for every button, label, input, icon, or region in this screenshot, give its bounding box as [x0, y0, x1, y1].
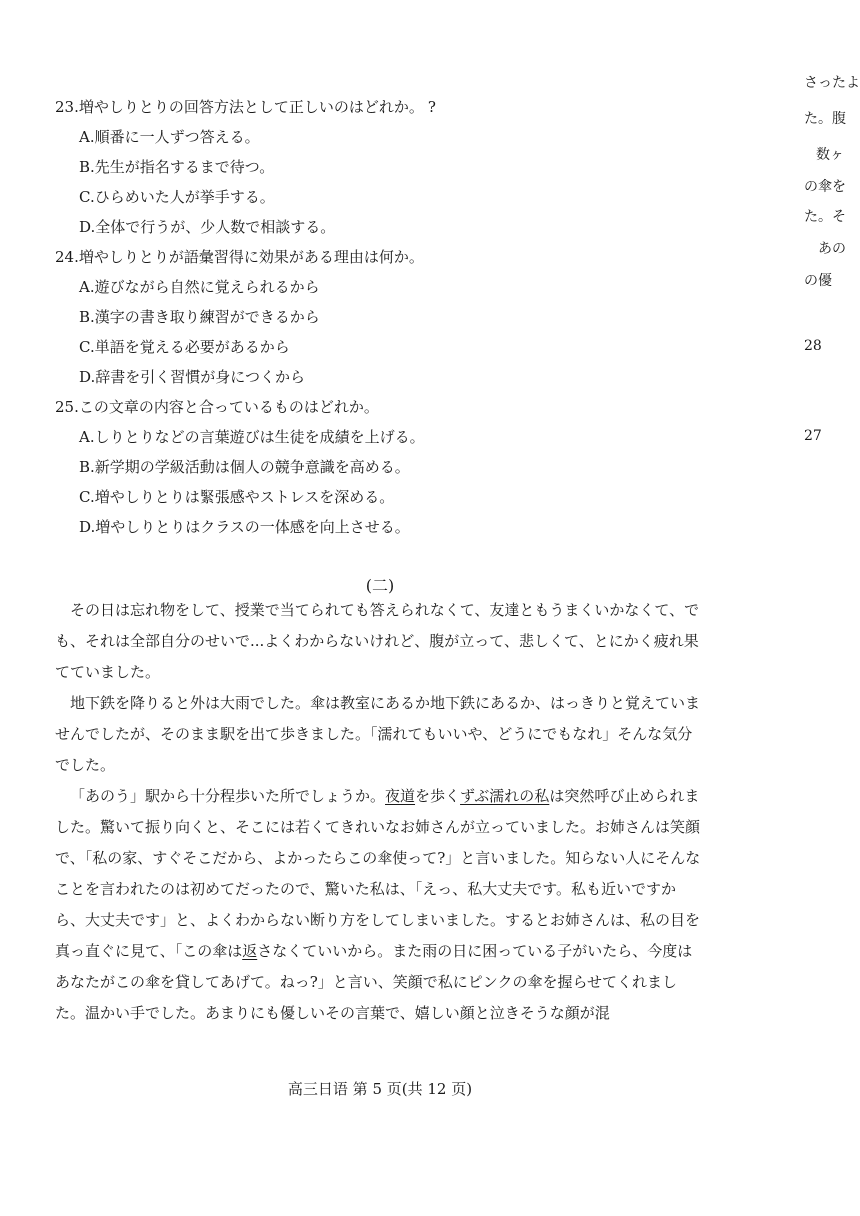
reading-passage	[55, 595, 705, 1029]
option-a: A.順番に一人ずつ答える。	[79, 128, 260, 146]
paragraph-1: その日は忘れ物をして、授業で当てられても答えられなくて、友達ともうまくいかなくて、でも、それは全部自分のせいで...よくわからないけれど、腹が立って、悲しくて、とにかく疲れ果てていました。	[55, 601, 700, 681]
margin-text-line: 数ヶ	[816, 147, 844, 163]
question-23	[55, 92, 755, 242]
question-list	[55, 92, 755, 542]
option-list	[55, 122, 755, 242]
option-c: C.増やしりとりは緊張感やストレスを深める。	[79, 488, 395, 506]
paragraph-2: 地下鉄を降りると外は大雨でした。傘は教室にあるか地下鉄にあるか、はっきりと覚えていませんでしたが、そのまま駅を出て歩きました。「濡れてもいいや、どうにでもなれ」そんな気分でした。	[55, 694, 701, 774]
underlined-phrase: 返	[242, 942, 258, 960]
margin-text-line: た。そ	[804, 209, 846, 225]
question-stem: 24.増やしりとりが語彙習得に効果がある理由は何か。	[55, 248, 424, 266]
section-title: (二)	[365, 576, 395, 595]
margin-text-line: た。腹	[804, 111, 846, 127]
option-c: C.単語を覚える必要があるから	[79, 338, 290, 356]
option-a: A.しりとりなどの言葉遊びは生徒を成績を上げる。	[79, 428, 425, 446]
option-list	[55, 422, 755, 542]
underlined-phrase: 夜道	[385, 787, 416, 805]
margin-text-line: さったよ	[804, 75, 860, 91]
option-c: C.ひらめいた人が挙手する。	[79, 188, 275, 206]
option-d: D.増やしりとりはクラスの一体感を向上させる。	[79, 518, 410, 536]
option-b: B.新学期の学級活動は個人の競争意識を高める。	[79, 458, 410, 476]
margin-text-line: の優	[804, 273, 832, 289]
option-d: D.辞書を引く習慣が身につくから	[79, 368, 305, 386]
question-24	[55, 242, 755, 392]
question-stem: 25.この文章の内容と合っているものはどれか。	[55, 398, 379, 416]
page-footer: 高三日语 第 5 页(共 12 页)	[287, 1080, 473, 1098]
option-b: B.漢字の書き取り練習ができるから	[79, 308, 320, 326]
option-a: A.遊びながら自然に覚えられるから	[79, 278, 320, 296]
paragraph-3: 「あのう」駅から十分程歩いた所でしょうか。夜道を歩くずぶ濡れの私は突然呼び止められました。驚いて振り向くと、そこには若くてきれいなお姉さんが立っていました。お姉さんは笑顔で、「私の家、すぐそこだから、よかったらこの傘使って?」と言いました。知らない人にそんなことを言われたのは初めてだったので、驚いた私は、「えっ、私大丈夫です。私も近いですから、大丈夫です」と、よくわからない断り方をしてしまいました。するとお姉さんは、私の目を真っ直ぐに見て、「この傘は返さなくていいから。また雨の日に困っている子がいたら、今度はあなたがこの傘を貸してあげて。ねっ?」と言い、笑顔で私にピンクの傘を握らせてくれました。温かい手でした。あまりにも優しいその言葉で、嬉しい顔と泣きそうな顔が混	[55, 787, 701, 1022]
question-25	[55, 392, 755, 542]
option-d: D.全体で行うが、少人数で相談する。	[79, 218, 336, 236]
underlined-phrase: ずぶ濡れの私	[460, 787, 550, 805]
margin-text-line: の傘を	[804, 179, 846, 195]
handwritten-mark: ?	[427, 98, 436, 116]
margin-text-line: 28	[804, 338, 822, 354]
option-list	[55, 272, 755, 392]
margin-text-line: あの	[818, 241, 846, 257]
margin-text-line: 27	[804, 428, 822, 444]
option-b: B.先生が指名するまで待つ。	[79, 158, 275, 176]
question-stem: 23.増やしりとりの回答方法として正しいのはどれか。 ?	[55, 98, 436, 116]
